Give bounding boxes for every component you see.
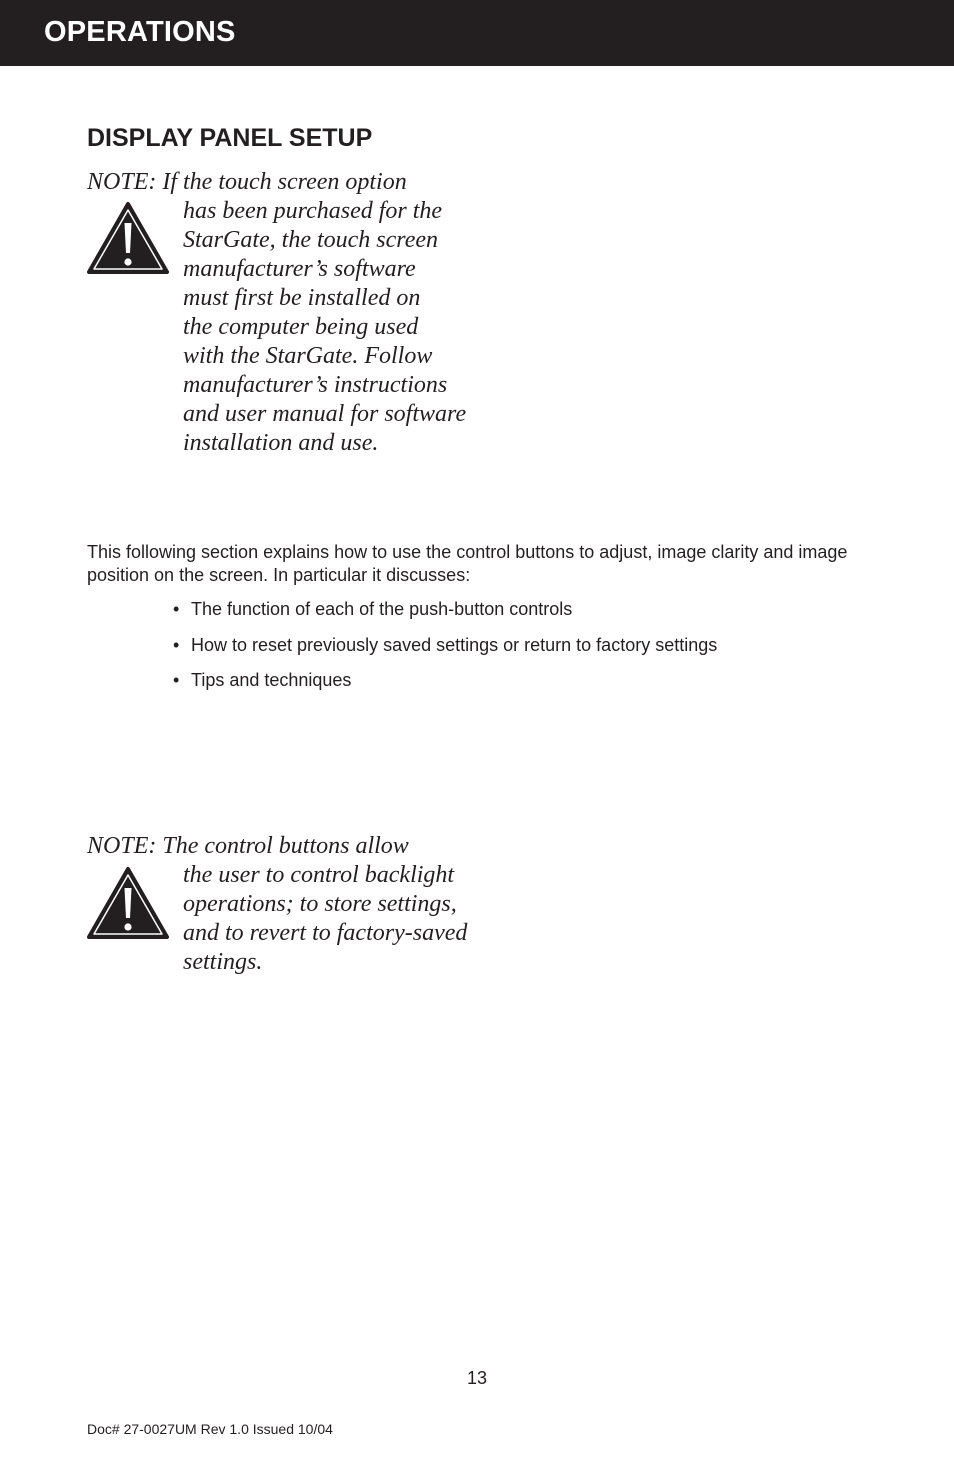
list-item bbox=[173, 634, 717, 670]
note-line: must first be installed on bbox=[183, 285, 421, 311]
note-line: installation and use. bbox=[183, 430, 379, 456]
list-item bbox=[173, 669, 717, 705]
intro-paragraph: This following section explains how to use the control buttons to adjust, image clarity and image position on the screen. In particular it discusses: bbox=[87, 542, 848, 585]
list-item bbox=[173, 598, 717, 634]
topics-list bbox=[173, 598, 717, 705]
note-line: manufacturer’s software bbox=[183, 256, 416, 282]
note-line: has been purchased for the bbox=[183, 198, 443, 224]
document-id: Doc# 27-0027UM Rev 1.0 Issued 10/04 bbox=[87, 1421, 333, 1437]
section-title: DISPLAY PANEL SETUP bbox=[87, 124, 373, 152]
list-item-text: Tips and techniques bbox=[191, 670, 352, 690]
note-line: manufacturer’s instructions bbox=[183, 372, 448, 398]
note-body bbox=[183, 197, 466, 458]
note-first-line: NOTE: If the touch screen option bbox=[87, 169, 407, 195]
note-line: the user to control backlight bbox=[183, 862, 455, 888]
note-line: operations; to store settings, bbox=[183, 891, 457, 917]
note-line: settings. bbox=[183, 949, 263, 975]
warning-triangle-icon bbox=[87, 201, 169, 275]
bullet-icon: • bbox=[173, 599, 180, 619]
bullet-icon: • bbox=[173, 670, 180, 690]
list-item-text: How to reset previously saved settings or return to factory settings bbox=[191, 634, 718, 655]
note-line: the computer being used bbox=[183, 314, 419, 340]
header-title: OPERATIONS bbox=[44, 16, 236, 48]
note-line: with the StarGate. Follow bbox=[183, 343, 433, 369]
bullet-icon: • bbox=[173, 634, 180, 655]
page-number: 13 bbox=[466, 1368, 488, 1388]
warning-triangle-icon bbox=[87, 866, 169, 940]
note-line: and to revert to factory-saved bbox=[183, 920, 468, 946]
note-line: StarGate, the touch screen bbox=[183, 227, 439, 253]
note-body bbox=[183, 861, 467, 977]
note-first-line: NOTE: The control buttons allow bbox=[87, 833, 409, 859]
list-item-text: The function of each of the push-button controls bbox=[191, 599, 573, 619]
note-line: and user manual for software bbox=[183, 401, 467, 427]
header-bar bbox=[0, 0, 954, 66]
